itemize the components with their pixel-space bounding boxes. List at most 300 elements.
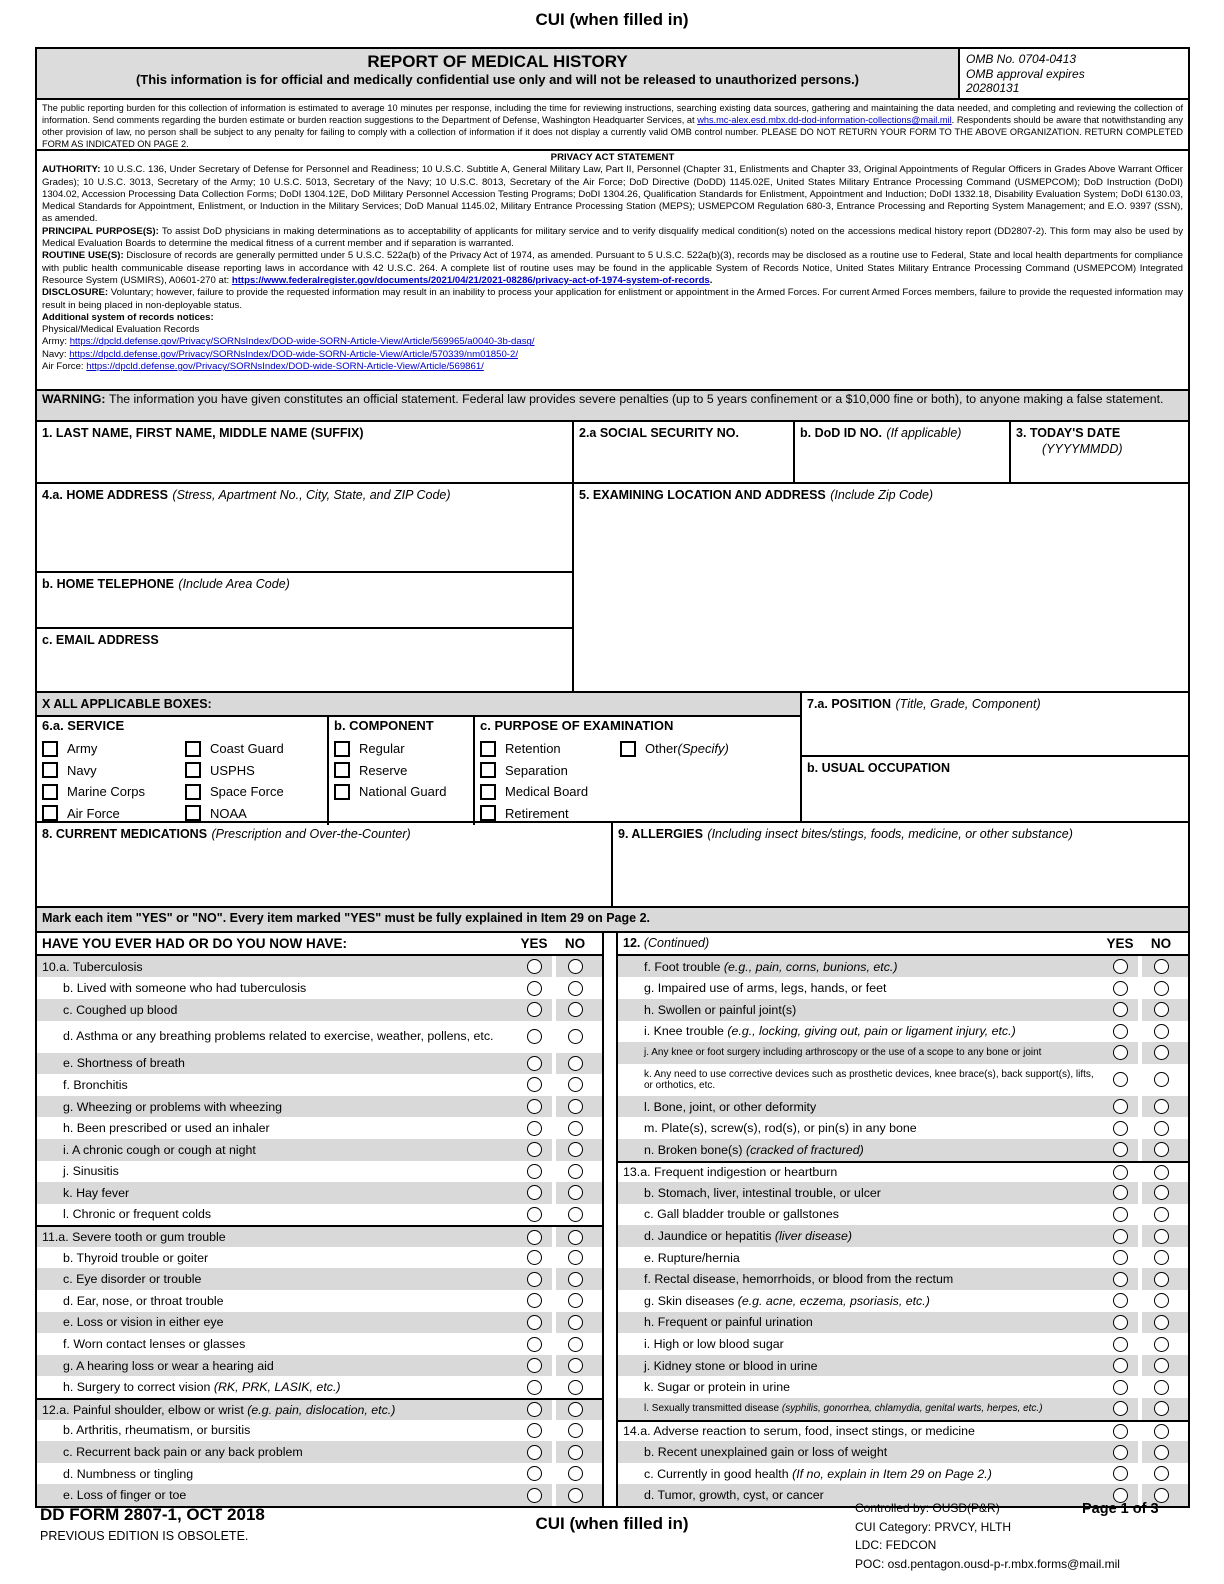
table-right-title-number: 12. (623, 936, 644, 951)
option-label: USPHS (210, 762, 255, 778)
yes-radio[interactable] (1113, 1072, 1128, 1087)
item-label: c. Gall bladder trouble or gallstones (644, 1207, 839, 1222)
component-label: b. COMPONENT (334, 718, 434, 733)
yes-radio[interactable] (527, 981, 542, 996)
no-radio[interactable] (1154, 1250, 1169, 1265)
no-radio[interactable] (1154, 1466, 1169, 1481)
disclosure-label: DISCLOSURE: (42, 287, 111, 299)
checkbox-option (185, 760, 284, 782)
item-label: i. A chronic cough or cough at night (37, 1139, 516, 1161)
checkbox-other[interactable] (620, 741, 636, 757)
home-address-note: (Stress, Apartment No., City, State, and ZIP Code) (172, 488, 451, 502)
table-row (618, 1064, 1188, 1096)
item-label: 11.a. Severe tooth or gum trouble (37, 1227, 516, 1247)
table-row (618, 1333, 1188, 1355)
address-row (37, 482, 1188, 691)
previous-edition-note: PREVIOUS EDITION IS OBSOLETE. (40, 1529, 249, 1543)
yes-radio[interactable] (527, 1315, 542, 1330)
item-label: f. Bronchitis (63, 1077, 128, 1092)
table-row (618, 1441, 1188, 1463)
no-radio[interactable] (568, 1250, 583, 1265)
no-radio[interactable] (1154, 1229, 1169, 1244)
examining-location-field[interactable] (574, 484, 1188, 691)
burden-statement (37, 98, 1188, 149)
last-name-label: 1. LAST NAME, FIRST NAME, MIDDLE NAME (SUFFIX) (42, 426, 364, 440)
ssn-field[interactable] (574, 422, 795, 482)
cui-banner-bottom: CUI (when filled in) (535, 1514, 689, 1533)
yes-radio[interactable] (527, 1402, 542, 1417)
table-row (37, 1355, 602, 1377)
item-label: g. Wheezing or problems with wheezing (37, 1096, 516, 1118)
home-address-field[interactable] (37, 484, 572, 571)
no-radio[interactable] (1154, 1445, 1169, 1460)
no-radio[interactable] (1154, 1424, 1169, 1439)
checkbox-option (480, 803, 795, 825)
no-column-header-right: NO (1150, 935, 1172, 951)
table-left (37, 933, 602, 1506)
no-radio[interactable] (1154, 981, 1169, 996)
item-label: j. Kidney stone or blood in urine (618, 1355, 1102, 1377)
form-title: REPORT OF MEDICAL HISTORY (367, 52, 628, 71)
yes-radio[interactable] (527, 1077, 542, 1092)
table-row (618, 956, 1188, 978)
item-note: (syphilis, gonorrhea, chlamydia, genital warts, herpes, etc.) (779, 1403, 1043, 1415)
routine-suffix: . (709, 274, 713, 286)
item-note: (e.g. pain, dislocation, etc.) (243, 1402, 396, 1417)
option-label: Retirement (505, 805, 569, 821)
navy-sorn-link[interactable]: https://dpcld.defense.gov/Privacy/SORNsIndex/DOD-wide-SORN-Article-View/Article/570339/nm01850-2/ (69, 348, 518, 360)
checkbox-separation[interactable] (480, 762, 496, 778)
item-label: e. Loss or vision in either eye (37, 1312, 516, 1334)
table-row (618, 1247, 1188, 1269)
yes-radio[interactable] (1113, 1121, 1128, 1136)
checkbox-option (42, 738, 185, 760)
yes-radio[interactable] (1113, 1466, 1128, 1481)
routine-use-text: Disclosure of records are generally permitted under 5 U.S.C. 522a(b) of the Privacy Act of 1974, as amended. Pursuant to 5 U.S.C. 522a(b)(3), records may be disclosed as a routine use to Federal, State and local health departments for compliance with public health communicable disease reporting laws in accordance with 42 U.S.C. 264. A complete list of routine uses may be found in the applicable System of Records Notice, United States Military Entrance Processing Command (USMEPCOM) Integrated Resource System (USMIRS), A0601-270 at: (42, 250, 1183, 286)
identity-row (37, 420, 1188, 482)
yes-radio[interactable] (527, 1230, 542, 1245)
no-radio[interactable] (568, 1056, 583, 1071)
purpose-text: To assist DoD physicians in making determinations as to acceptability of applicants for military service and to verify disqualify medical condition(s) noted on the accessions medical history report (DD2807-2). This form may also be used by Medical Evaluation Boards to determine the medical fitness of a current member and if separation is warranted. (42, 225, 1183, 250)
privacy-heading: PRIVACY ACT STATEMENT (550, 152, 675, 163)
usual-occupation-field[interactable] (802, 757, 1188, 821)
medical-history-tables (37, 931, 1188, 1506)
burden-text: The public reporting burden for this collection of information is estimated to average 10 minutes per response, including the time for reviewing instructions, searching existing data sources, gathering and maintaining the data needed, and completing and reviewing the collection of information. Send comments regarding the burden estimate or burden reaction suggestions to the Department of Defense, Washington Headquarter Services, at (42, 103, 1183, 125)
yes-radio[interactable] (527, 1121, 542, 1136)
yes-radio[interactable] (1113, 1165, 1128, 1180)
no-radio[interactable] (568, 1185, 583, 1200)
yes-radio[interactable] (1113, 1185, 1128, 1200)
item-label: d. Jaundice or hepatitis (liver disease) (618, 1225, 1102, 1247)
burden-email-link[interactable]: whs.mc-alex.esd.mbx.dd-dod-information-collections@mail.mil (697, 115, 952, 125)
no-radio[interactable] (1154, 1207, 1169, 1222)
yes-radio[interactable] (527, 1337, 542, 1352)
service-group (37, 717, 329, 825)
table-row (618, 1420, 1188, 1442)
table-gutter (602, 933, 618, 1506)
omb-number: OMB No. 0704-0413 (966, 52, 1077, 66)
component-group (329, 717, 475, 825)
purpose-label: c. PURPOSE OF EXAMINATION (480, 718, 674, 733)
checkbox-coast-guard[interactable] (185, 741, 201, 757)
item-label: l. Sexually transmitted disease (syphilis, gonorrhea, chlamydia, genital warts, herpes, etc.) (618, 1398, 1102, 1420)
yes-radio[interactable] (1113, 1401, 1128, 1416)
yes-radio[interactable] (527, 1185, 542, 1200)
item-label: k. Hay fever (37, 1182, 516, 1204)
home-address-column (37, 484, 574, 691)
yes-radio[interactable] (1113, 1099, 1128, 1114)
item-label: e. Shortness of breath (37, 1053, 516, 1075)
table-row (37, 1096, 602, 1118)
table-right-header (618, 933, 1188, 956)
no-radio[interactable] (1154, 1072, 1169, 1087)
table-row (37, 1053, 602, 1075)
table-row (618, 1225, 1188, 1247)
usual-occupation-label: b. USUAL OCCUPATION (807, 761, 951, 775)
checkbox-medical-board[interactable] (480, 784, 496, 800)
no-radio[interactable] (568, 1077, 583, 1092)
yes-radio[interactable] (1113, 1272, 1128, 1287)
yes-radio[interactable] (527, 1423, 542, 1438)
item-label: b. Thyroid trouble or goiter (63, 1250, 209, 1265)
checkbox-option (185, 781, 284, 803)
examining-location-label: 5. EXAMINING LOCATION AND ADDRESS (579, 488, 826, 502)
position-field[interactable] (802, 693, 1188, 757)
table-row (37, 1420, 602, 1442)
no-radio[interactable] (1154, 1099, 1169, 1114)
item-label: c. Coughed up blood (37, 999, 516, 1021)
yes-radio[interactable] (1113, 1024, 1128, 1039)
no-radio[interactable] (568, 1272, 583, 1287)
service-label: 6.a. SERVICE (42, 718, 125, 733)
no-radio[interactable] (1154, 1185, 1169, 1200)
checkbox-option (185, 803, 284, 825)
additional-notices-label: Additional system of records notices: (42, 311, 214, 323)
yes-radio[interactable] (1113, 1250, 1128, 1265)
item-label: g. A hearing loss or wear a hearing aid (37, 1355, 516, 1377)
item-label: f. Foot trouble (e.g., pain, corns, bunions, etc.) (618, 956, 1102, 978)
mark-instruction: Mark each item "YES" or "NO". Every item marked "YES" must be fully explained in Item 29 on Page 2. (37, 906, 1188, 931)
no-radio[interactable] (1154, 1024, 1169, 1039)
allergies-note: (Including insect bites/stings, foods, medicine, or other substance) (707, 827, 1073, 841)
home-telephone-field[interactable] (37, 571, 572, 627)
item-label: d. Numbness or tingling (63, 1466, 194, 1481)
no-column-header: NO (564, 935, 586, 951)
yes-radio[interactable] (1113, 1337, 1128, 1352)
other-note: (Specify) (677, 741, 729, 757)
yes-radio[interactable] (527, 1293, 542, 1308)
item-label: k. Sugar or protein in urine (644, 1380, 791, 1395)
service-section (37, 691, 1188, 821)
no-radio[interactable] (1154, 1293, 1169, 1308)
yes-radio[interactable] (527, 1272, 542, 1287)
no-radio[interactable] (1154, 1165, 1169, 1180)
table-row (37, 1441, 602, 1463)
checkbox-reserve[interactable] (334, 762, 350, 778)
yes-radio[interactable] (1113, 981, 1128, 996)
table-row (37, 1333, 602, 1355)
table-row (37, 1290, 602, 1312)
authority-text: 10 U.S.C. 136, Under Secretary of Defense for Personnel and Readiness; 10 U.S.C. Subtitle A, General Military Law, Part II, Personnel (Chapter 31, Enlistments and Chapter 33, Original Appointments of Regular Officers in Grades Above Warrant Officer Grades); 10 U.S.C. 3013, Secretary of the Army; 10 U.S.C. 5013, Secretary of the Navy; 10 U.S.C. 8013, Secretary of the Air Force; DoD Directive (DoDD) 1145.02E, United States Military Entrance Processing Command (USMEPCOM); DoD Instruction (DoDI) 1304.02, Accession Processing Data Collection Forms; DoDI 1304.12E, DoD Military Personnel Accession Testing Programs; DoDI 1304.26, Qualification Standards for Enlistment, Appointment and Induction; DoDI 1332.18, Disability Evaluation System; DoDI 6130.03, Medical Standards for Appointment, Enlistment, or Induction in the Military Services; DoD Manual 1145.02, Military Entrance Processing Station (MEPS); USMEPCOM Regulation 680-3, Entrance Processing and Reporting System Management; and E.O. 9397 (SSN), as amended. (42, 164, 1183, 225)
option-label: Army (67, 741, 98, 757)
no-radio[interactable] (568, 1002, 583, 1017)
table-row (618, 1355, 1188, 1377)
no-radio[interactable] (1154, 1142, 1169, 1157)
table-row (618, 1398, 1188, 1420)
no-radio[interactable] (568, 959, 583, 974)
yes-radio[interactable] (1113, 1207, 1128, 1222)
checkbox-national-guard[interactable] (334, 784, 350, 800)
current-medications-field[interactable] (37, 823, 613, 906)
table-row (37, 956, 602, 978)
table-row (618, 1268, 1188, 1290)
no-radio[interactable] (568, 981, 583, 996)
table-row (37, 1117, 602, 1139)
yes-radio[interactable] (1113, 1358, 1128, 1373)
federal-register-link[interactable]: https://www.federalregister.gov/documents/2021/04/21/2021-08286/privacy-act-of-1974-system-of-records (231, 274, 710, 286)
no-radio[interactable] (568, 1293, 583, 1308)
no-radio[interactable] (568, 1423, 583, 1438)
item-label: f. Rectal disease, hemorrhoids, or blood from the rectum (618, 1268, 1102, 1290)
checkbox-option (185, 738, 284, 760)
position-label: 7.a. POSITION (807, 697, 892, 711)
no-radio[interactable] (568, 1358, 583, 1373)
table-row (618, 1376, 1188, 1398)
yes-radio[interactable] (527, 1142, 542, 1157)
item-label: e. Loss of finger or toe (37, 1484, 516, 1506)
table-row (37, 1398, 602, 1420)
checkbox-retirement[interactable] (480, 805, 496, 821)
item-label: b. Stomach, liver, intestinal trouble, or ulcer (618, 1182, 1102, 1204)
army-sorn-link[interactable]: https://dpcld.defense.gov/Privacy/SORNsIndex/DOD-wide-SORN-Article-View/Article/569965/a0040-3b-dasg/ (69, 336, 535, 348)
checkbox-noaa[interactable] (185, 805, 201, 821)
no-radio[interactable] (568, 1380, 583, 1395)
table-right-title-note: (Continued) (643, 936, 710, 951)
page-indicator: Page 1 of 3 (1082, 1501, 1159, 1517)
table-right-rows (618, 956, 1188, 1506)
option-label: Reserve (359, 762, 408, 778)
no-radio[interactable] (568, 1466, 583, 1481)
item-label: b. Lived with someone who had tuberculosis (63, 981, 307, 996)
yes-radio[interactable] (527, 1207, 542, 1222)
form-subtitle: (This information is for official and medically confidential use only and will not be released to unauthorized persons.) (135, 72, 860, 87)
no-radio[interactable] (568, 1142, 583, 1157)
table-row (618, 1161, 1188, 1183)
checkbox-space-force[interactable] (185, 784, 201, 800)
table-left-title: HAVE YOU EVER HAD OR DO YOU NOW HAVE: (42, 935, 348, 951)
item-label: 14.a. Adverse reaction to serum, food, insect stings, or medicine (623, 1424, 975, 1439)
privacy-act-statement (37, 149, 1188, 389)
table-row (618, 1463, 1188, 1485)
position-note: (Title, Grade, Component) (895, 697, 1041, 711)
title-block (37, 49, 1188, 98)
todays-date-format-note: (YYYYMMDD) (1042, 442, 1123, 456)
no-radio[interactable] (568, 1099, 583, 1114)
yes-column-header: YES (520, 935, 548, 951)
no-radio[interactable] (1154, 1002, 1169, 1017)
item-label: 13.a. Frequent indigestion or heartburn (623, 1165, 838, 1180)
no-radio[interactable] (568, 1402, 583, 1417)
item-label: d. Asthma or any breathing problems related to exercise, weather, pollens, etc. (63, 1029, 494, 1044)
table-right (618, 933, 1188, 1506)
dod-id-field[interactable] (795, 422, 1011, 482)
yes-radio[interactable] (527, 1002, 542, 1017)
allergies-field[interactable] (613, 823, 1188, 906)
disclosure-text: Voluntary; however, failure to provide the requested information may result in an inability to process your application for enlistment or appointment in the Armed Forces. For current Armed Forces members, failure to provide the requested information may result in being placed in non-deployable status. (42, 287, 1184, 311)
item-label: d. Ear, nose, or throat trouble (63, 1293, 224, 1308)
no-radio[interactable] (1154, 1272, 1169, 1287)
table-row (618, 1312, 1188, 1334)
yes-radio[interactable] (1113, 1229, 1128, 1244)
authority-label: AUTHORITY: (42, 164, 104, 176)
position-column (802, 693, 1188, 821)
table-row (37, 977, 602, 999)
table-row (37, 1225, 602, 1247)
yes-radio[interactable] (527, 1380, 542, 1395)
form-number: DD FORM 2807-1, OCT 2018 (40, 1505, 265, 1524)
option-label: Separation (505, 762, 568, 778)
air-force-label: Air Force: (42, 361, 87, 373)
checkbox-air-force[interactable] (42, 805, 58, 821)
item-label: g. Impaired use of arms, legs, hands, or feet (644, 981, 887, 996)
ldc: LDC: FEDCON (855, 1538, 937, 1552)
item-label: 10.a. Tuberculosis (37, 956, 516, 978)
no-radio[interactable] (1154, 1315, 1169, 1330)
cui-category: CUI Category: PRVCY, HLTH (855, 1519, 1012, 1534)
yes-radio[interactable] (527, 1466, 542, 1481)
yes-radio[interactable] (1113, 1142, 1128, 1157)
item-label: b. Recent unexplained gain or loss of weight (618, 1441, 1102, 1463)
option-label: National Guard (359, 784, 447, 800)
email-address-label: c. EMAIL ADDRESS (42, 633, 159, 647)
army-label: Army: (42, 336, 70, 348)
option-label: Coast Guard (210, 741, 284, 757)
yes-radio[interactable] (527, 1029, 542, 1044)
no-radio[interactable] (568, 1230, 583, 1245)
item-note: (liver disease) (771, 1229, 853, 1244)
todays-date-field[interactable] (1011, 422, 1188, 482)
item-label: c. Eye disorder or trouble (37, 1268, 516, 1290)
checkbox-regular[interactable] (334, 741, 350, 757)
item-label: h. Been prescribed or used an inhaler (63, 1121, 270, 1136)
table-right-title (618, 936, 1102, 950)
no-radio[interactable] (1154, 959, 1169, 974)
item-label: j. Sinusitis (63, 1164, 119, 1179)
option-label: Air Force (67, 805, 120, 821)
service-options-col1 (42, 738, 185, 824)
no-radio[interactable] (1154, 1121, 1169, 1136)
checkbox-army[interactable] (42, 741, 58, 757)
cui-control-block (855, 1499, 1120, 1573)
checkbox-option (480, 760, 795, 782)
purpose-group (475, 717, 800, 825)
table-row (37, 1204, 602, 1226)
table-row (37, 1247, 602, 1269)
other-label: Other (645, 741, 678, 757)
yes-radio[interactable] (527, 1164, 542, 1179)
no-radio[interactable] (568, 1337, 583, 1352)
air-force-sorn-link[interactable]: https://dpcld.defense.gov/Privacy/SORNsIndex/DOD-wide-SORN-Article-View/Article/569861/ (86, 361, 484, 373)
yes-radio[interactable] (1113, 959, 1128, 974)
no-radio[interactable] (568, 1029, 583, 1044)
table-row (618, 999, 1188, 1021)
item-label: l. Bone, joint, or other deformity (618, 1096, 1102, 1118)
service-options-col2 (185, 738, 284, 824)
yes-radio[interactable] (527, 1056, 542, 1071)
no-radio[interactable] (568, 1164, 583, 1179)
omb-expires-label: OMB approval expires (966, 66, 1085, 81)
no-radio[interactable] (1154, 1358, 1169, 1373)
medications-allergies-row (37, 821, 1188, 906)
table-row (37, 1463, 602, 1485)
no-radio[interactable] (568, 1488, 583, 1503)
yes-radio[interactable] (527, 1445, 542, 1460)
checkbox-navy[interactable] (42, 762, 58, 778)
checkbox-option (480, 781, 795, 803)
table-row (618, 1139, 1188, 1161)
item-label: j. Any knee or foot surgery including arthroscopy or the use of a scope to any bone or joint (618, 1042, 1102, 1064)
last-name-field[interactable] (37, 422, 574, 482)
no-radio[interactable] (568, 1315, 583, 1330)
checkbox-option (334, 738, 468, 760)
yes-radio[interactable] (527, 1488, 542, 1503)
yes-radio[interactable] (527, 1358, 542, 1373)
yes-radio[interactable] (1113, 1315, 1128, 1330)
yes-radio[interactable] (1113, 1424, 1128, 1439)
checkbox-retention[interactable] (480, 741, 496, 757)
table-row (37, 1161, 602, 1183)
purpose-label: PRINCIPAL PURPOSE(S): (42, 225, 162, 237)
table-row (618, 1096, 1188, 1118)
no-radio[interactable] (568, 1445, 583, 1460)
item-label: n. Broken bone(s) (cracked of fractured) (618, 1139, 1102, 1161)
yes-radio[interactable] (1113, 1002, 1128, 1017)
dod-id-note: (If applicable) (886, 426, 962, 440)
yes-radio[interactable] (1113, 1445, 1128, 1460)
warning-statement (37, 389, 1188, 420)
physical-medical-records-text: Physical/Medical Evaluation Records (42, 324, 200, 336)
ssn-label: 2.a SOCIAL SECURITY NO. (579, 426, 739, 440)
yes-radio[interactable] (527, 959, 542, 974)
no-radio[interactable] (1154, 1337, 1169, 1352)
applicable-boxes-area (37, 693, 802, 821)
checkbox-columns (37, 717, 800, 825)
table-row (37, 1074, 602, 1096)
no-radio[interactable] (1154, 1380, 1169, 1395)
no-radio[interactable] (568, 1207, 583, 1222)
yes-radio[interactable] (1113, 1380, 1128, 1395)
no-radio[interactable] (568, 1121, 583, 1136)
no-radio[interactable] (1154, 1045, 1169, 1060)
form-title-cell (37, 49, 960, 98)
table-row (37, 1376, 602, 1398)
item-label: m. Plate(s), screw(s), rod(s), or pin(s) in any bone (644, 1121, 917, 1136)
yes-radio[interactable] (1113, 1045, 1128, 1060)
item-label: 12.a. Painful shoulder, elbow or wrist (e.g. pain, dislocation, etc.) (37, 1400, 516, 1420)
item-note: (RK, PRK, LASIK, etc.) (210, 1380, 341, 1395)
table-row (618, 1021, 1188, 1043)
yes-radio[interactable] (527, 1250, 542, 1265)
item-label: k. Any need to use corrective devices such as prosthetic devices, knee brace(s), back support(s), lifts, or orthotics, etc. (644, 1068, 1097, 1091)
no-radio[interactable] (1154, 1401, 1169, 1416)
checkbox-marine-corps[interactable] (42, 784, 58, 800)
yes-column-header-right: YES (1106, 935, 1134, 951)
email-address-field[interactable] (37, 627, 572, 691)
table-row (618, 1204, 1188, 1226)
yes-radio[interactable] (1113, 1293, 1128, 1308)
checkbox-usphs[interactable] (185, 762, 201, 778)
yes-radio[interactable] (527, 1099, 542, 1114)
